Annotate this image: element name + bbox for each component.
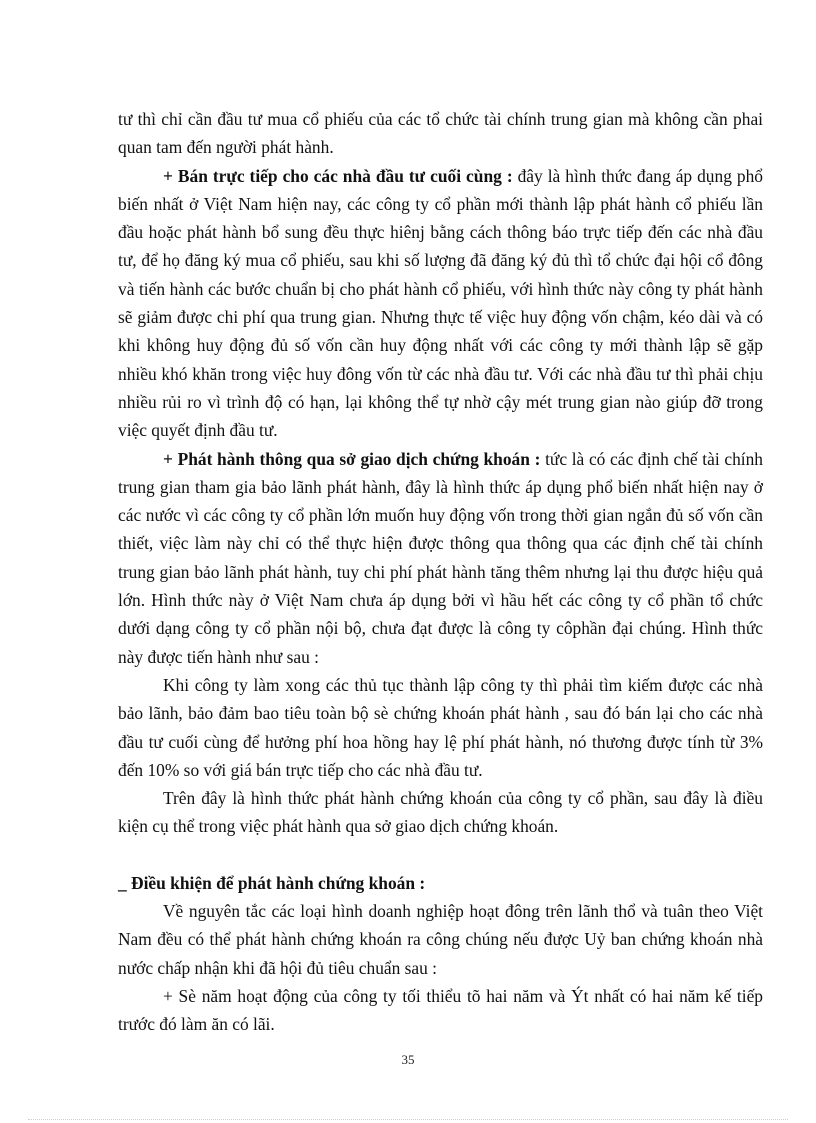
paragraph-underwriting bbox=[118, 671, 763, 784]
section-heading bbox=[118, 869, 763, 897]
paragraph-summary bbox=[118, 784, 763, 841]
paragraph-text: + Sè năm hoạt động của công ty tối thiểu tõ hai năm và Ýt nhất có hai năm kế tiếp trước đó làm ăn có lãi. bbox=[118, 985, 763, 1035]
paragraph-principle bbox=[118, 897, 763, 982]
paragraph-text: Khi công ty làm xong các thủ tục thành lập công ty thì phải tìm kiếm được các nhà bảo lãnh, bảo đảm bao tiêu toàn bộ sè chứng khoán phát hành , sau đó bán lại cho các nhà đầu tư cuối cùng để hưởng phí hoa hồng hay lệ phí phát hành, nó thương được tính từ 3% đến 10% so với giá bán trực tiếp cho các nhà đầu tư. bbox=[118, 674, 763, 780]
footer-divider bbox=[28, 1119, 788, 1120]
paragraph-text: tư thì chỉ cần đầu tư mua cổ phiếu của các tổ chức tài chính trung gian mà không cần phai quan tam đến người phát hành. bbox=[118, 109, 763, 158]
paragraph-text: đây là hình thức đang áp dụng phổ biến nhất ở Việt Nam hiện nay, các công ty cổ phần mới thành lập phát hành cổ phiếu lần đầu hoặc phát hành bổ sung đều thực hiênj bằng cách thông báo trực tiếp đến các nhà đầu tư, để họ đăng ký mua cổ phiếu, sau khi số lượng đã đăng ký đủ thì tổ chức đại hội cổ đông và tiến hành các bước chuẩn bị cho phát hành cổ phiếu, với hình thức này công ty phát hành sẽ giảm được chi phí qua trung gian. Nhưng thực tế việc huy động vốn chậm, kéo dài và có khi không huy động đủ số vốn cần huy động nhất với các công ty mới thành lập sẽ gặp nhiều khó khăn trong việc huy đông vốn từ các nhà đầu tư. Với các nhà đầu tư thì phải chịu nhiều rủi ro vì trình độ có hạn, lại không thể tự nhờ cậy mét trung gian nào giúp đỡ trong việc quyết định đầu tư. bbox=[118, 165, 763, 441]
paragraph-text: tức là có các định chế tài chính trung gian tham gia bảo lãnh phát hành, đây là hình thức áp dụng phổ biến nhất hiện nay ở các nước vì các công ty cổ phần lớn muốn huy động vốn trong thời gian ngắn đủ số vốn cần thiết, việc làm này chỉ có thể thực hiện được thông qua thông qua các định chế tài chính trung gian bảo lãnh phát hành, tuy chi phí phát hành tăng thêm nhưng lại thu được hiệu quả lớn. Hình thức này ở Việt Nam chưa áp dụng bởi vì hầu hết các công ty cổ phần tổ chức dưới dạng công ty cổ phần nội bộ, chưa đạt được là công ty côphần đại chúng. Hình thức này được tiến hành như sau : bbox=[118, 448, 764, 667]
paragraph-condition-1 bbox=[118, 982, 763, 1039]
paragraph-text: Trên đây là hình thức phát hành chứng khoán của công ty cổ phần, sau đây là điều kiện cụ thể trong việc phát hành qua sở giao dịch chứng khoán. bbox=[118, 788, 763, 837]
page-number: 35 bbox=[401, 1052, 415, 1067]
paragraph-continuation bbox=[118, 105, 763, 162]
paragraph-spacer bbox=[118, 841, 763, 869]
section-heading-text: _ Điều khiện để phát hành chứng khoán : bbox=[118, 872, 426, 893]
document-body bbox=[118, 105, 763, 1039]
paragraph-text: Về nguyên tắc các loại hình doanh nghiệp hoạt đông trên lãnh thổ và tuân theo Việt Nam đều có thể phát hành chứng khoán ra công chúng nếu được Uỷ ban chứng khoán nhà nước chấp nhận khi đã hội đủ tiêu chuẩn sau : bbox=[118, 901, 763, 978]
paragraph-direct-sale bbox=[118, 162, 763, 445]
paragraph-lead: + Phát hành thông qua sở giao dịch chứng khoán : bbox=[163, 448, 541, 469]
paragraph-lead: + Bán trực tiếp cho các nhà đầu tư cuối cùng : bbox=[163, 165, 513, 186]
paragraph-exchange-issue bbox=[118, 445, 763, 671]
